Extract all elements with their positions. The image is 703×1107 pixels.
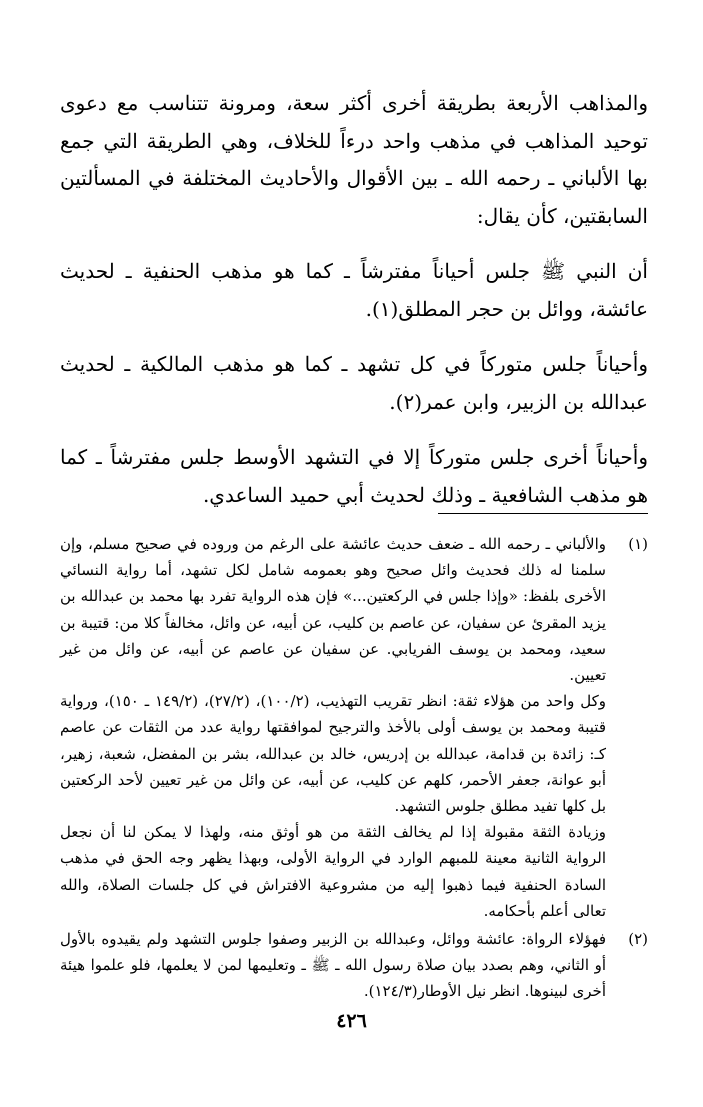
footnote xyxy=(60,531,648,924)
footnote-body xyxy=(60,926,606,1005)
footnote-paragraph: فهؤلاء الرواة: عائشة ووائل، وعبدالله بن الزبير وصفوا جلوس التشهد ولم يقيدوه بالأول أو الثاني، وهم بصدد بيان صلاة رسول الله ـ ﷺ ـ وتعليمها لمن لا يعلمها، فلو علموا هيئة أخرى لبينوها. انظر نيل الأوطار(١٢٤/٣). xyxy=(60,930,606,1001)
footnote-separator xyxy=(438,513,648,514)
footnote-number: (١) xyxy=(628,535,648,553)
main-paragraph: وأحياناً أخرى جلس متوركاً إلا في التشهد الأوسط جلس مفترشاً ـ كما هو مذهب الشافعية ـ وذلك لحديث أبي حميد الساعدي. xyxy=(60,445,648,507)
main-paragraph: أن النبي ﷺ جلس أحياناً مفترشاً ـ كما هو مذهب الحنفية ـ لحديث عائشة، ووائل بن حجر المطلق(١). xyxy=(60,259,648,321)
footnote-body xyxy=(60,531,606,924)
footnote xyxy=(60,926,648,1005)
page-number: ٤٢٦ xyxy=(336,1010,367,1032)
main-paragraph: وأحياناً جلس متوركاً في كل تشهد ـ كما هو مذهب المالكية ـ لحديث عبدالله بن الزبير، وابن عمر(٢). xyxy=(60,352,648,414)
footnote-paragraph: والألباني ـ رحمه الله ـ ضعف حديث عائشة على الرغم من وروده في صحيح مسلم، وإن سلمنا له ذلك فحديث وائل صحيح وهو بعمومه شامل لكل تشهد، أما رواية النسائي الأخرى بلفظ: «وإذا جلس في الركعتين...» فإن هذه الرواية تفرد بها محمد بن عبدالله بن يزيد المقرئ عن سفيان، عن عاصم بن كليب، عن أبيه، عن وائل، مخالفاً كلا من: قتيبة بن سعيد، ومحمد بن يوسف الفريابي. عن سفيان عن عاصم عن أبيه، عن وائل من غير تعيين. xyxy=(60,535,606,685)
footnote-number: (٢) xyxy=(628,930,648,949)
footnote-paragraph: وزيادة الثقة مقبولة إذا لم يخالف الثقة من هو أوثق منه، ولهذا لا يمكن لنا أن نجعل الرواية الثانية معينة للمبهم الوارد في الرواية الأولى، وبهذا يظهر وجه الحق في مذهب السادة الحنفية فيما ذهبوا إليه من مشروعية الافتراش في كل جلسات الصلاة، والله تعالى أعلم بأحكامه. xyxy=(60,823,606,920)
footnotes xyxy=(60,531,648,1007)
main-paragraph: والمذاهب الأربعة بطريقة أخرى أكثر سعة، ومرونة تتناسب مع دعوى توحيد المذاهب في مذهب واحد درءاً للخلاف، وهي الطريقة التي جمع بها الألباني ـ رحمه الله ـ بين الأقوال والأحاديث المختلفة في المسألتين السابقتين، كأن يقال: xyxy=(60,91,648,228)
footnote-paragraph: وكل واحد من هؤلاء ثقة: انظر تقريب التهذيب، (١٠٠/٢)، (٢٧/٢)، (١٤٩/٢ ـ ١٥٠)، ورواية قتيبة ومحمد بن يوسف أولى بالأخذ والترجيح لموافقتها رواية عدد من الثقات عن عاصم كـ: زائدة بن قدامة، عبدالله بن إدريس، خالد بن عبدالله، بشر بن المفضل، شعبة، زهير، أبو عوانة، جعفر الأحمر، كلهم عن كليب، عن أبيه، عن وائل من غير تعيين لأحد الركعتين بل كلها تفيد مطلق جلوس التشهد. xyxy=(60,692,606,816)
page-content xyxy=(60,85,648,1001)
